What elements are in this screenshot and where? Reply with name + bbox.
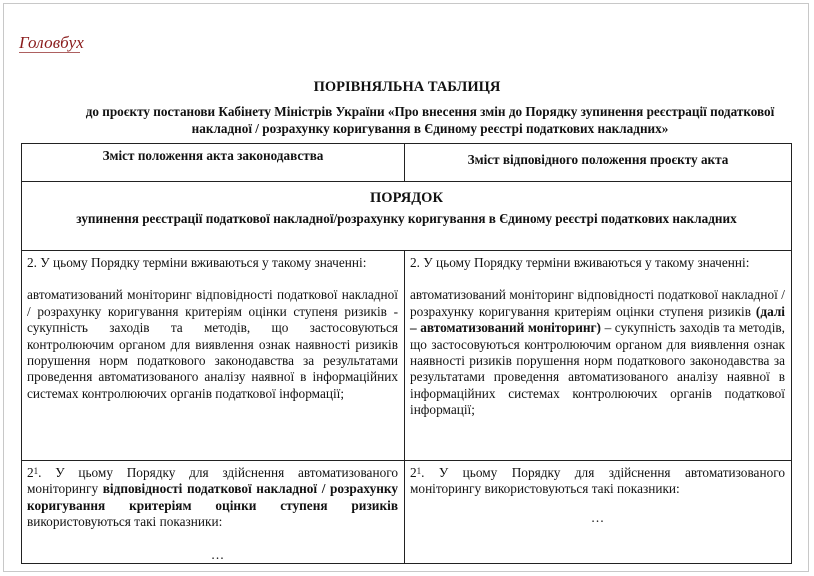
row2-left-part2: використовуються такі показники: [27, 514, 223, 530]
row2-right-ellipsis: … [590, 509, 605, 525]
row1-right-body [410, 287, 785, 418]
header-current-provision: Зміст положення акта законодавства [22, 144, 405, 182]
row2-left-num: 2 [27, 465, 34, 480]
row2-right-text [410, 465, 785, 498]
row2-left-text [27, 465, 398, 531]
comparison-table [21, 143, 792, 564]
row2-left-ellipsis: … [210, 546, 225, 562]
row1-left-body: автоматизований моніторинг відповідності податкової накладної / розрахунку коригування критеріям оцінки ступеня ризиків - сукупність заходів та методів, що застосовуються контролюючим органом для виявлення ознак наявності ризиків порушення норм податкового законодавства за результатами проведення автоматизованого аналізу наявної в інформаційних системах контролюючих органів податкової інформації; [27, 287, 398, 401]
row1-right-intro: 2. У цьому Порядку терміни вживаються у такому значенні: [410, 255, 750, 270]
table-row [22, 251, 792, 461]
row2-left-bold: відповідності податкової накладної / розрахунку коригування критеріям оцінки ступеня ризиків [27, 481, 398, 513]
row2-right-num: 2 [410, 465, 417, 480]
section-row [22, 182, 792, 251]
section-subtitle: зупинення реєстрації податкової накладної/розрахунку коригування в Єдиному реєстрі податкових накладних [76, 211, 737, 226]
section-cell [22, 182, 792, 251]
golovbukh-logo: Головбух [19, 33, 84, 52]
table-header-row [22, 144, 792, 182]
logo-underline [19, 52, 80, 53]
row1-left-intro: 2. У цьому Порядку терміни вживаються у такому значенні: [27, 255, 367, 270]
row2-left-sup: 1 [33, 466, 39, 476]
document-subtitle: до проєкту постанови Кабінету Міністрів України «Про внесення змін до Порядку зупинення реєстрації податкової накладної / розрахунку коригування в Єдиному реєстрі податкових накладних» [85, 104, 775, 136]
row2-right-sup: 1 [416, 466, 422, 476]
row1-current-text [22, 251, 405, 461]
row1-right-body-part2: – сукупність заходів та методів, що застосовуються контролюючим органом для виявлення ознак наявності ризиків порушення норм податкового законодавства за результатами проведення автоматизованого аналізу наявної в інформаційних системах контролюючих органів податкової інформації; [410, 320, 785, 418]
row2-left-part1: . У цьому Порядку для здійснення автоматизованого моніторингу [27, 465, 398, 497]
section-title: ПОРЯДОК [370, 190, 443, 206]
table-row [22, 461, 792, 564]
row1-right-body-part1: автоматизований моніторинг відповідності податкової накладної / розрахунку коригування критеріям оцінки ступеня ризиків [410, 287, 785, 319]
document-title: ПОРІВНЯЛЬНА ТАБЛИЦЯ [313, 79, 501, 95]
row1-right-body-bold: (далі – автоматизований моніторинг) [410, 303, 785, 336]
row1-draft-text [405, 251, 792, 461]
row2-current-text [22, 461, 405, 564]
header-draft-provision: Зміст відповідного положення проєкту акта [405, 144, 792, 182]
row2-right-part1: . У цьому Порядку для здійснення автоматизованого моніторингу використовуються такі показники: [410, 465, 785, 497]
row2-draft-text [405, 461, 792, 564]
